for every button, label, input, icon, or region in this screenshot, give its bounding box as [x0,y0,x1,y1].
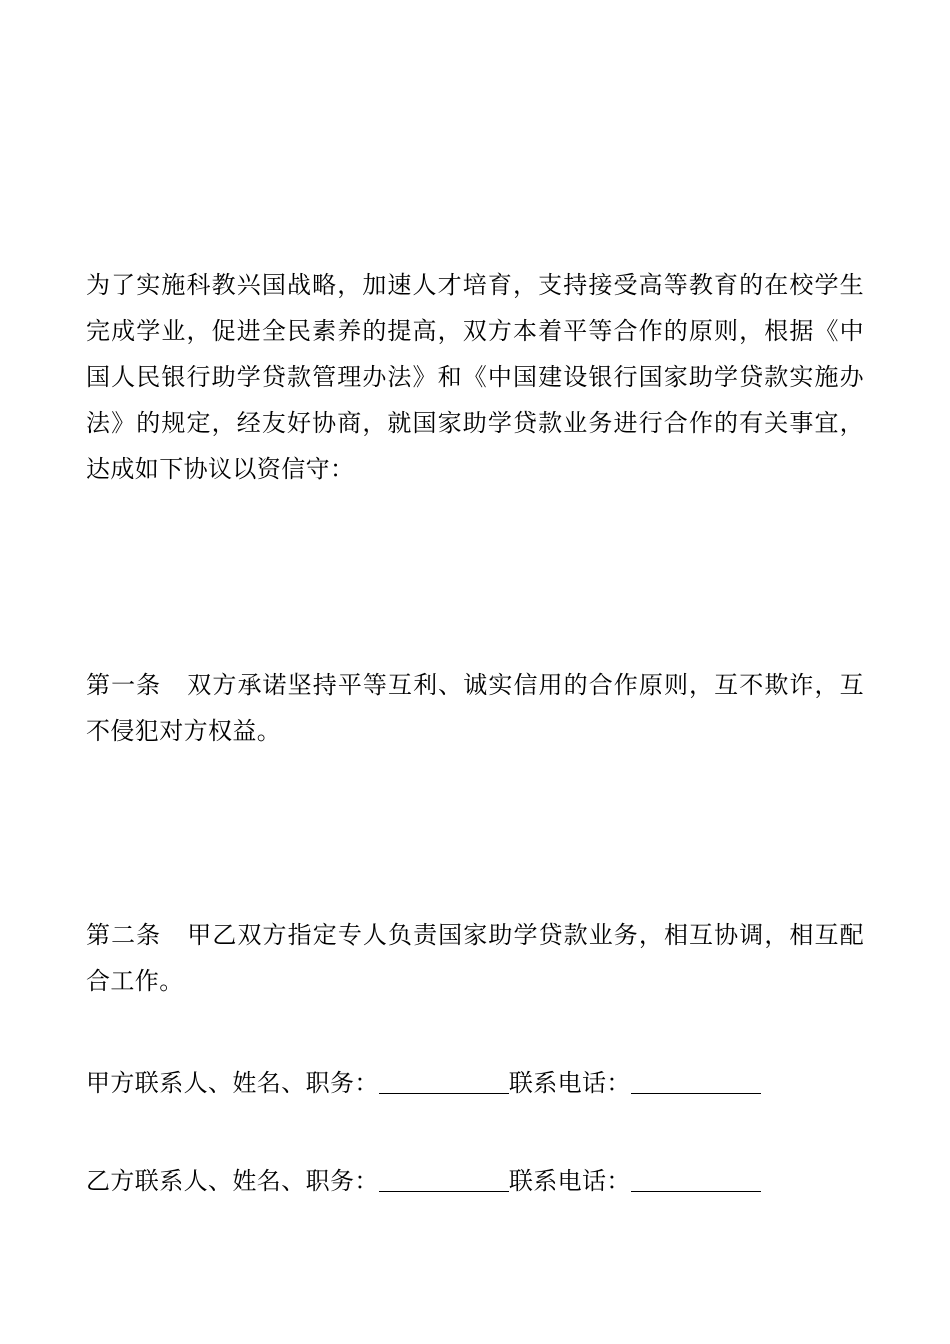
article-1 [86,662,864,754]
party-b-contact-line [86,1158,864,1204]
article-1-number: 第一条 [86,671,162,699]
party-a-phone-blank[interactable] [631,1069,761,1094]
intro-paragraph: 为了实施科教兴国战略，加速人才培育，支持接受高等教育的在校学生完成学业，促进全民素养的提高，双方本着平等合作的原则，根据《中国人民银行助学贷款管理办法》和《中国建设银行国家助学贷款实施办法》的规定，经友好协商，就国家助学贷款业务进行合作的有关事宜，达成如下协议以资信守： [86,271,864,483]
party-b-contact-label: 乙方联系人、姓名、职务： [86,1167,379,1195]
party-a-contact-label: 甲方联系人、姓名、职务： [86,1069,379,1097]
article-2-text: 甲乙双方指定专人负责国家助学贷款业务，相互协调，相互配合工作。 [86,921,864,995]
article-2 [86,912,864,1004]
party-b-phone-blank[interactable] [631,1167,761,1192]
party-a-contact-line [86,1060,864,1106]
article-2-number: 第二条 [86,921,162,949]
party-a-name-blank[interactable] [379,1069,509,1094]
party-a-phone-label: 联系电话： [508,1069,631,1097]
party-b-name-blank[interactable] [379,1167,509,1192]
party-b-phone-label: 联系电话： [508,1167,631,1195]
article-1-text: 双方承诺坚持平等互利、诚实信用的合作原则，互不欺诈，互不侵犯对方权益。 [86,671,864,745]
